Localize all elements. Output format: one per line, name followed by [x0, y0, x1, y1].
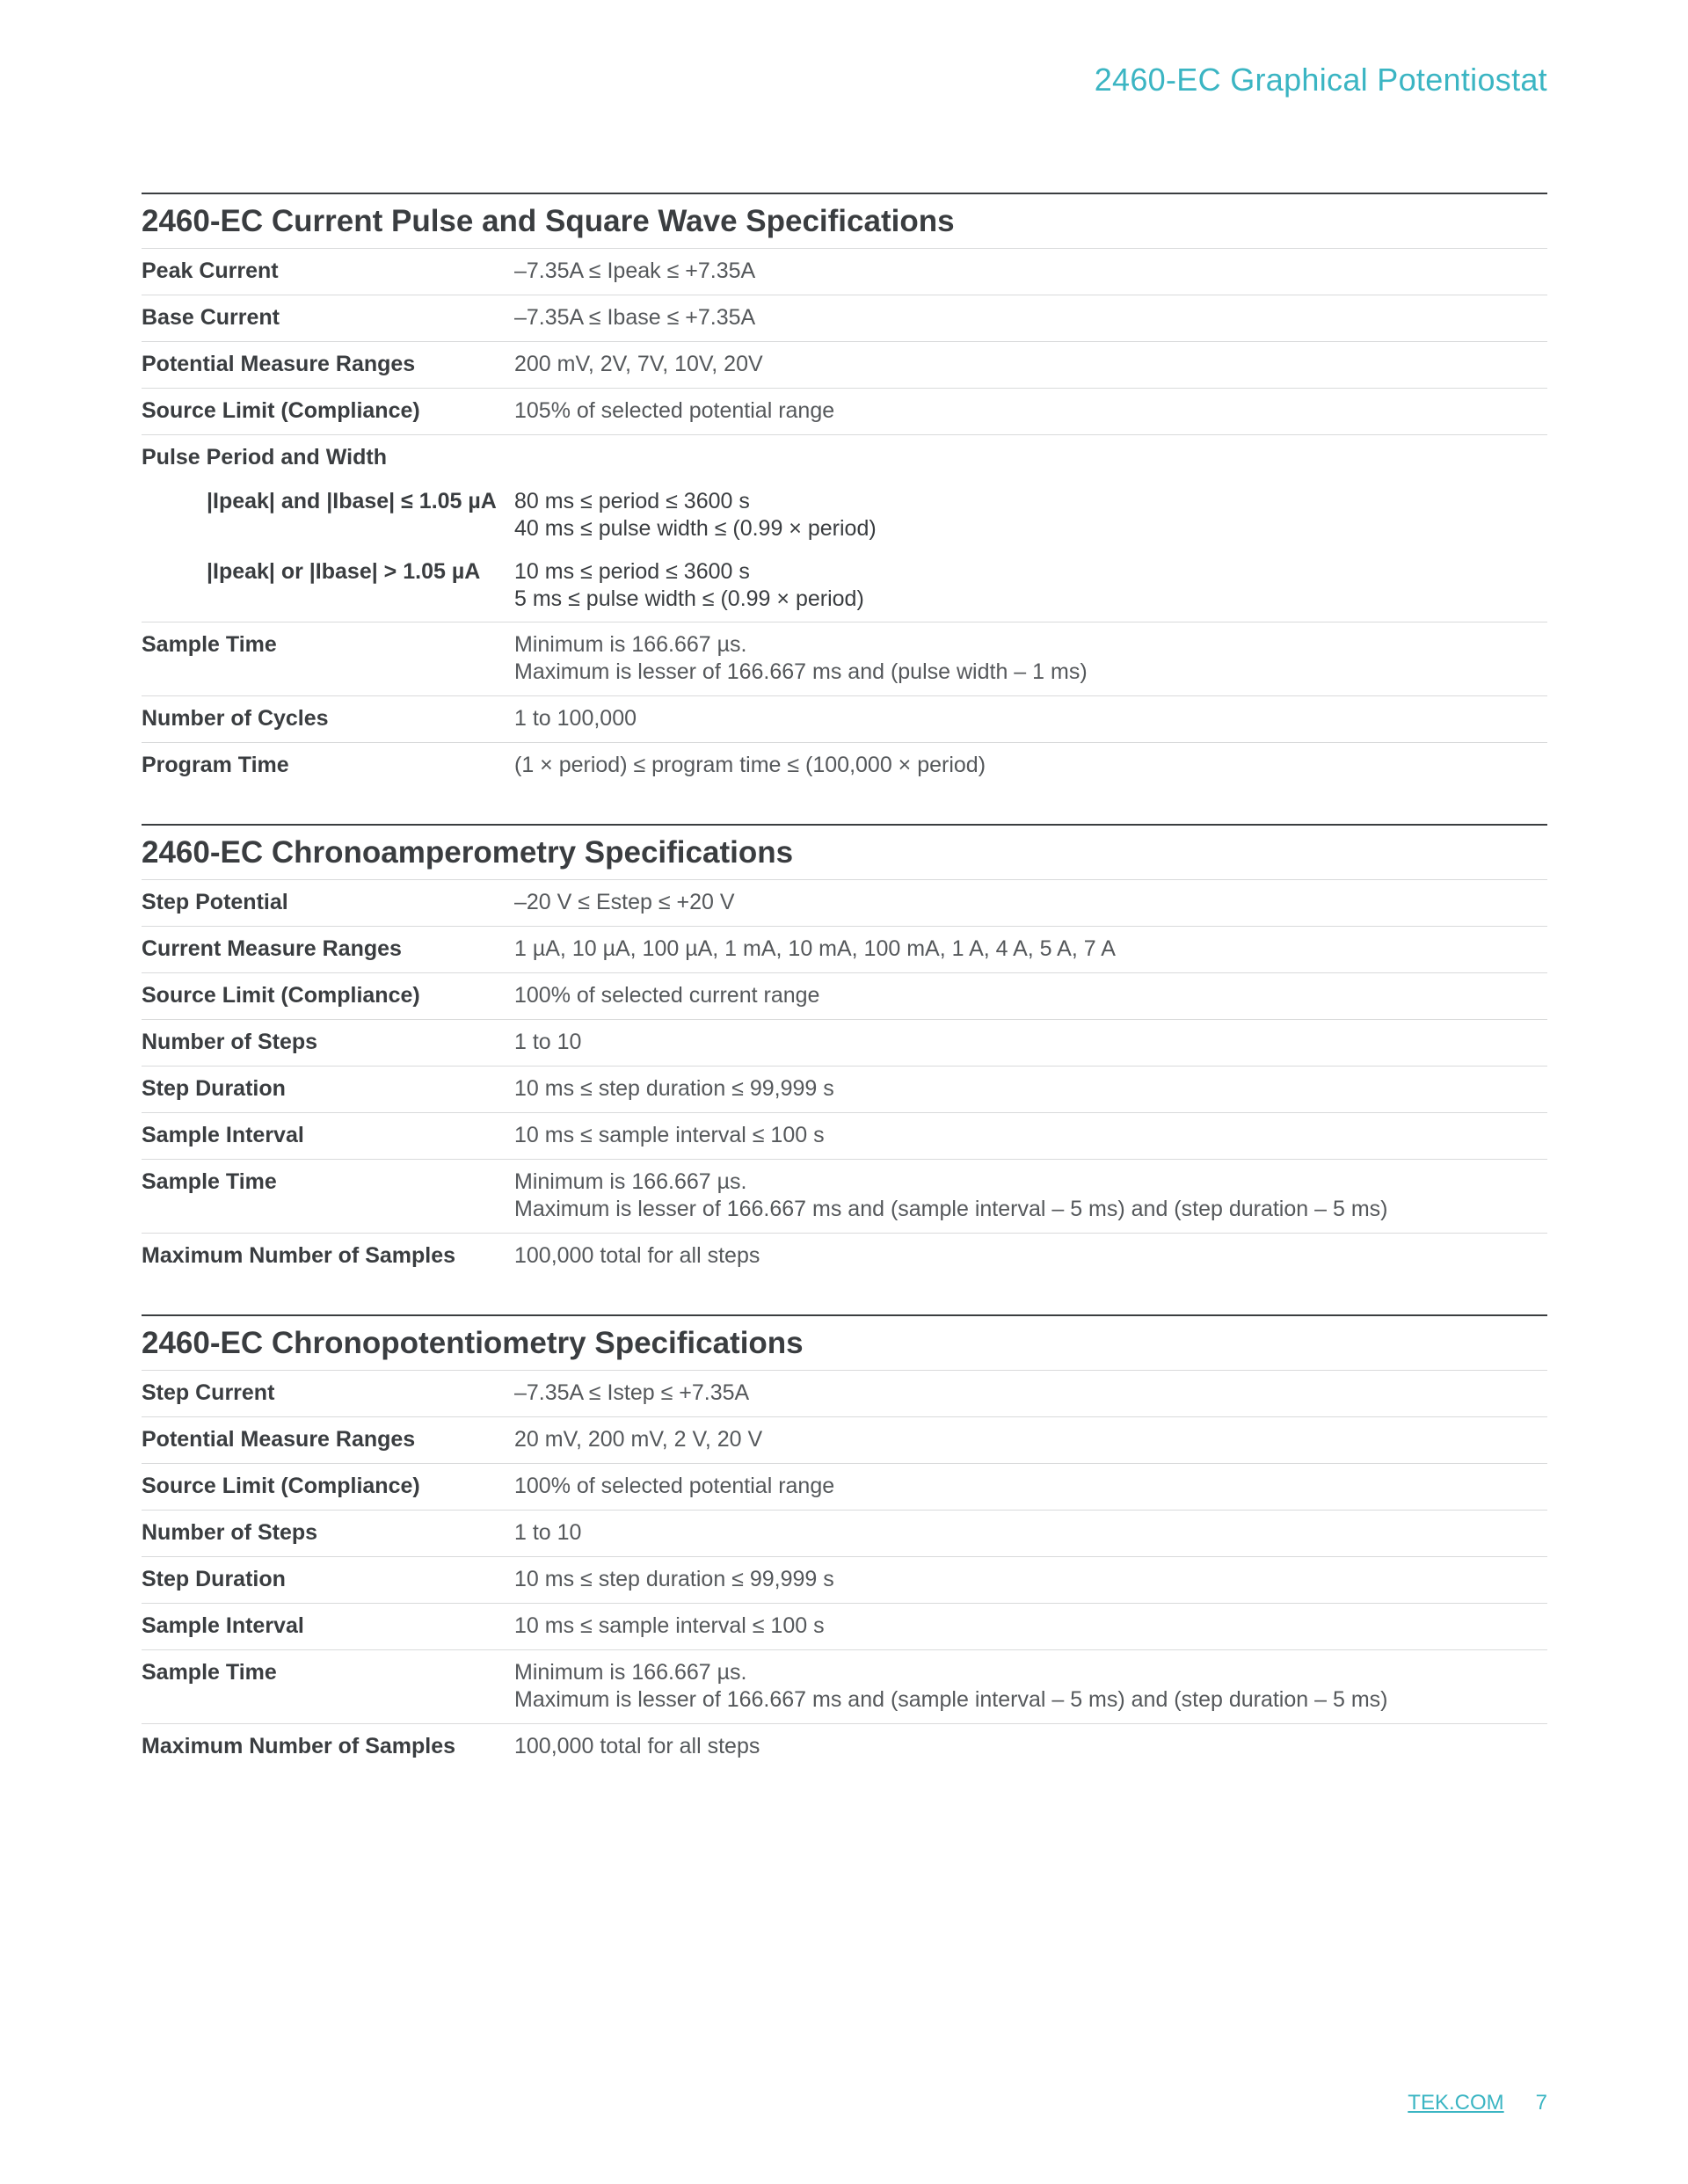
spec-value-line: Maximum is lesser of 166.667 ms and (pulse width – 1 ms): [514, 659, 1088, 684]
spec-value-line: 1 to 100,000: [514, 706, 637, 731]
spec-value: [514, 488, 1547, 542]
spec-value-line: –7.35A ≤ Istep ≤ +7.35A: [514, 1380, 750, 1405]
page-number: 7: [1535, 2091, 1547, 2115]
spec-label: Step Duration: [142, 1076, 286, 1101]
spec-value: [514, 258, 1547, 285]
section-title: 2460-EC Current Pulse and Square Wave Specifications: [142, 194, 1547, 249]
spec-row: [142, 389, 1547, 435]
spec-row: [142, 1417, 1547, 1464]
spec-row: [142, 1234, 1547, 1279]
spec-label: Maximum Number of Samples: [142, 1243, 456, 1268]
spec-value-line: Minimum is 166.667 µs.: [514, 1169, 747, 1194]
spec-row: [142, 1020, 1547, 1067]
spec-row: [142, 435, 1547, 481]
spec-value: [514, 1242, 1547, 1270]
spec-value: [514, 1168, 1547, 1223]
spec-value: [514, 1122, 1547, 1149]
spec-label: Source Limit (Compliance): [142, 1474, 420, 1498]
spec-value-line: –7.35A ≤ Ibase ≤ +7.35A: [514, 305, 756, 330]
spec-label: Potential Measure Ranges: [142, 352, 416, 376]
spec-table: [142, 1371, 1547, 1770]
spec-table: [142, 880, 1547, 1279]
spec-label: Pulse Period and Width: [142, 445, 387, 470]
spec-table: [142, 249, 1547, 789]
spec-row: [142, 551, 1547, 622]
section-title: 2460-EC Chronoamperometry Specifications: [142, 826, 1547, 880]
spec-label: Current Measure Ranges: [142, 936, 402, 961]
spec-value: [514, 444, 1547, 471]
spec-value-line: 105% of selected potential range: [514, 398, 835, 423]
spec-row: [142, 1464, 1547, 1511]
spec-value-line: Minimum is 166.667 µs.: [514, 632, 747, 657]
spec-row: [142, 1557, 1547, 1604]
spec-label: Number of Steps: [142, 1030, 318, 1054]
spec-value-line: 100,000 total for all steps: [514, 1734, 760, 1758]
document-header-title: 2460-EC Graphical Potentiostat: [1094, 62, 1547, 98]
spec-value-line: Maximum is lesser of 166.667 ms and (sample interval – 5 ms) and (step duration – 5 ms): [514, 1687, 1388, 1712]
spec-row: [142, 973, 1547, 1020]
spec-label: Sample Interval: [142, 1123, 304, 1147]
spec-row: [142, 622, 1547, 696]
spec-value-line: 20 mV, 200 mV, 2 V, 20 V: [514, 1427, 763, 1452]
spec-value: [514, 351, 1547, 378]
spec-value-line: Minimum is 166.667 µs.: [514, 1660, 747, 1685]
spec-value: [514, 631, 1547, 686]
spec-row: [142, 1724, 1547, 1770]
spec-value: [514, 304, 1547, 331]
spec-value: [514, 1075, 1547, 1103]
spec-value-line: 5 ms ≤ pulse width ≤ (0.99 × period): [514, 586, 864, 611]
spec-value-line: 10 ms ≤ period ≤ 3600 s: [514, 559, 750, 584]
spec-value-line: (1 × period) ≤ program time ≤ (100,000 × period): [514, 753, 986, 777]
spec-row: [142, 1371, 1547, 1417]
spec-value: [514, 982, 1547, 1009]
page-footer: [1408, 2091, 1547, 2115]
spec-section-current-pulse: [142, 193, 1547, 789]
spec-value-line: 100% of selected potential range: [514, 1474, 835, 1498]
spec-value-line: 1 to 10: [514, 1520, 582, 1545]
spec-row: [142, 880, 1547, 927]
spec-value: [514, 397, 1547, 425]
spec-value: [514, 558, 1547, 613]
spec-value-line: 40 ms ≤ pulse width ≤ (0.99 × period): [514, 516, 877, 541]
spec-value: [514, 1659, 1547, 1714]
spec-row: [142, 927, 1547, 973]
spec-label: |Ipeak| or |Ibase| > 1.05 µA: [207, 559, 481, 584]
spec-row: [142, 481, 1547, 551]
spec-sections: [142, 193, 1547, 1805]
spec-value-line: 10 ms ≤ step duration ≤ 99,999 s: [514, 1076, 834, 1101]
spec-row: [142, 743, 1547, 789]
spec-row: [142, 1067, 1547, 1113]
spec-value: [514, 1473, 1547, 1500]
spec-label: Step Potential: [142, 890, 288, 914]
spec-label: Base Current: [142, 305, 280, 330]
spec-value-line: –20 V ≤ Estep ≤ +20 V: [514, 890, 735, 914]
spec-label: Sample Time: [142, 1169, 277, 1194]
spec-value: [514, 1613, 1547, 1640]
spec-row: [142, 696, 1547, 743]
spec-value: [514, 1519, 1547, 1547]
spec-label: Potential Measure Ranges: [142, 1427, 416, 1452]
spec-label: |Ipeak| and |Ibase| ≤ 1.05 µA: [207, 489, 497, 513]
spec-row: [142, 249, 1547, 295]
spec-value: [514, 1029, 1547, 1056]
spec-value: [514, 935, 1547, 963]
spec-value: [514, 1566, 1547, 1593]
spec-value-line: 100% of selected current range: [514, 983, 820, 1008]
spec-value-line: 1 to 10: [514, 1030, 582, 1054]
spec-section-chronopotentiometry: [142, 1314, 1547, 1770]
spec-value: [514, 1380, 1547, 1407]
spec-label: Sample Time: [142, 632, 277, 657]
spec-value: [514, 889, 1547, 916]
spec-label: Step Current: [142, 1380, 275, 1405]
spec-label: Program Time: [142, 753, 289, 777]
spec-value: [514, 1426, 1547, 1453]
spec-value-line: 100,000 total for all steps: [514, 1243, 760, 1268]
spec-value-line: 1 µA, 10 µA, 100 µA, 1 mA, 10 mA, 100 mA, 1 A, 4 A, 5 A, 7 A: [514, 936, 1116, 961]
spec-value-line: 10 ms ≤ sample interval ≤ 100 s: [514, 1123, 825, 1147]
tek-com-link[interactable]: TEK.COM: [1408, 2091, 1504, 2115]
spec-value: [514, 705, 1547, 732]
spec-label: Sample Interval: [142, 1613, 304, 1638]
spec-value: [514, 1733, 1547, 1760]
spec-value: [514, 752, 1547, 779]
spec-row: [142, 1511, 1547, 1557]
spec-value-line: 80 ms ≤ period ≤ 3600 s: [514, 489, 750, 513]
spec-label: Sample Time: [142, 1660, 277, 1685]
section-title: 2460-EC Chronopotentiometry Specifications: [142, 1316, 1547, 1371]
spec-label: Source Limit (Compliance): [142, 398, 420, 423]
spec-value-line: –7.35A ≤ Ipeak ≤ +7.35A: [514, 258, 756, 283]
spec-row: [142, 1650, 1547, 1724]
spec-label: Number of Cycles: [142, 706, 329, 731]
spec-value-line: Maximum is lesser of 166.667 ms and (sample interval – 5 ms) and (step duration – 5 ms): [514, 1197, 1388, 1221]
spec-value-line: 200 mV, 2V, 7V, 10V, 20V: [514, 352, 763, 376]
spec-row: [142, 1160, 1547, 1234]
spec-row: [142, 1113, 1547, 1160]
spec-row: [142, 342, 1547, 389]
spec-label: Step Duration: [142, 1567, 286, 1591]
spec-label: Peak Current: [142, 258, 279, 283]
spec-label: Maximum Number of Samples: [142, 1734, 456, 1758]
spec-value-line: 10 ms ≤ step duration ≤ 99,999 s: [514, 1567, 834, 1591]
spec-section-chronoamperometry: [142, 824, 1547, 1279]
spec-label: Source Limit (Compliance): [142, 983, 420, 1008]
spec-row: [142, 1604, 1547, 1650]
spec-row: [142, 295, 1547, 342]
spec-value-line: 10 ms ≤ sample interval ≤ 100 s: [514, 1613, 825, 1638]
spec-label: Number of Steps: [142, 1520, 318, 1545]
